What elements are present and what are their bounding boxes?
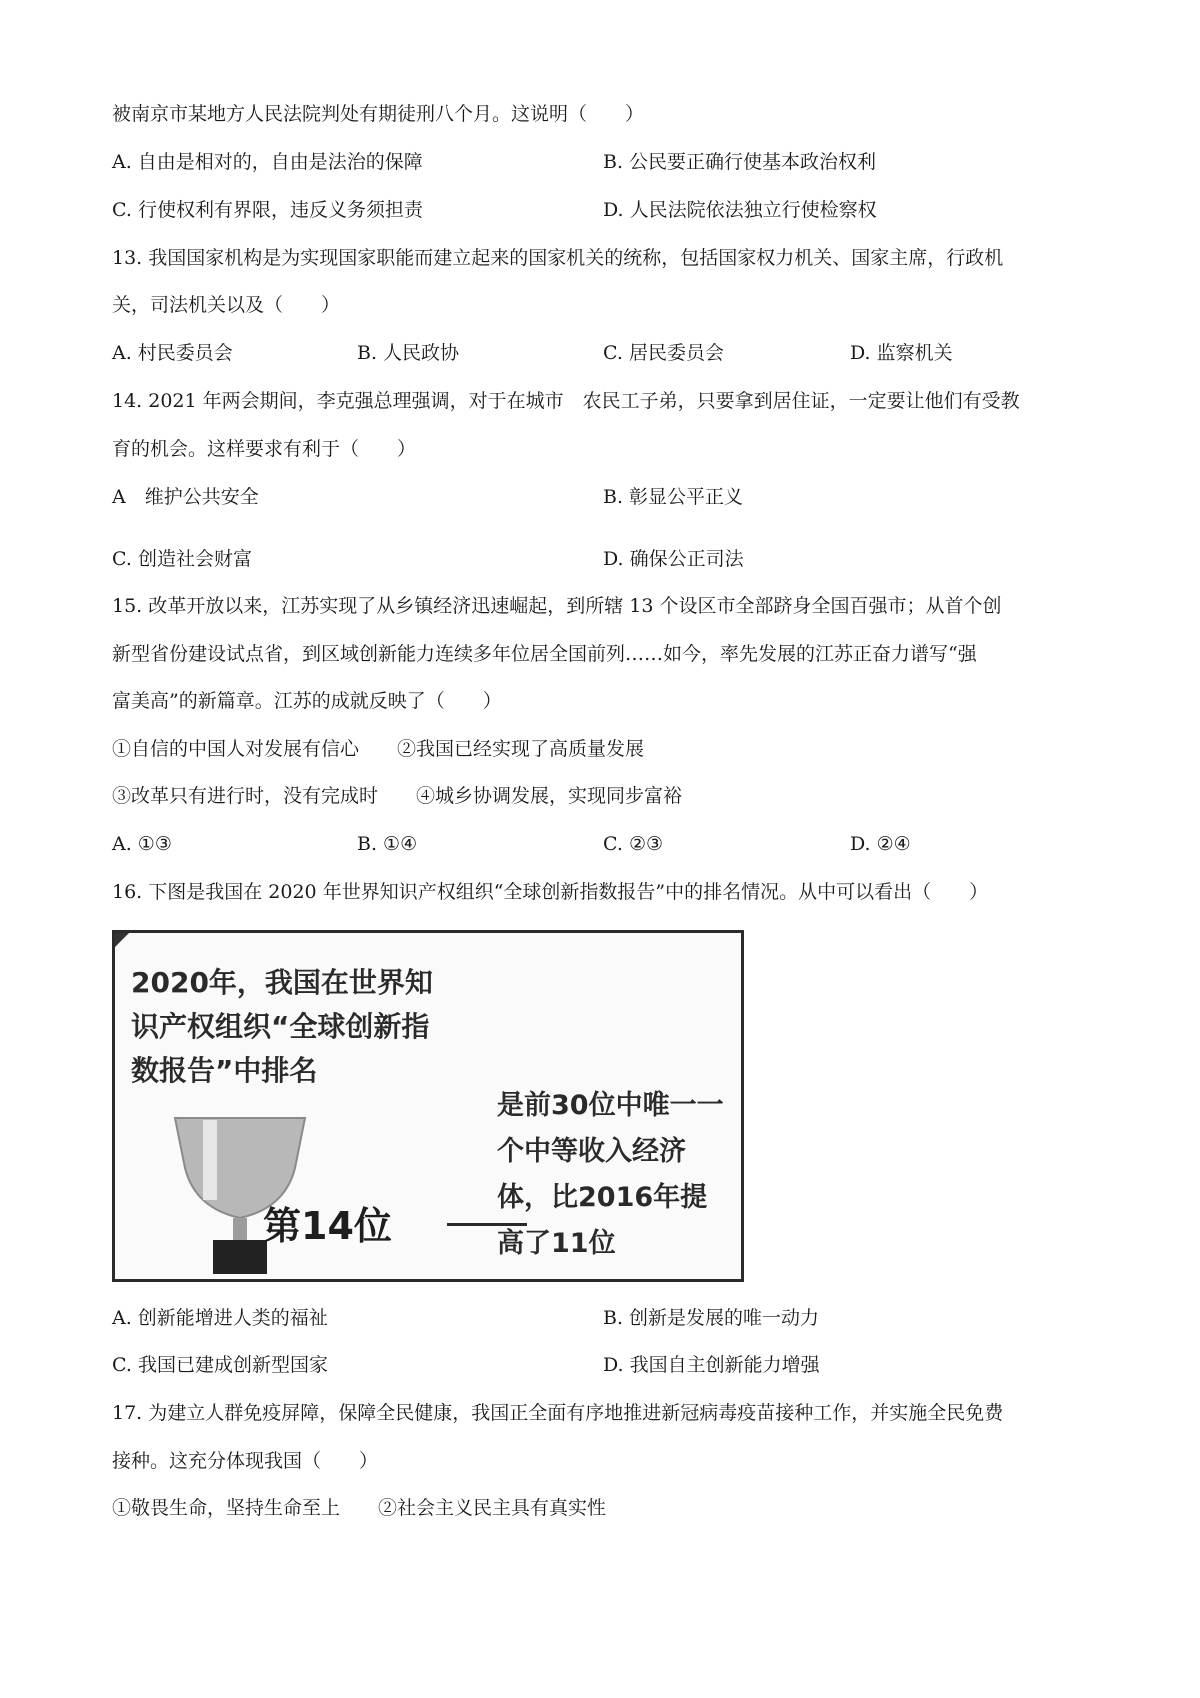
q13-option-d: D. 监察机关 [850, 342, 953, 364]
q12-option-d: D. 人民法院依法独立行使检察权 [603, 199, 877, 221]
q13-option-b: B. 人民政协 [357, 342, 460, 364]
q14-option-a: A 维护公共安全 [112, 486, 259, 508]
q15-option-b: B. ①④ [357, 833, 418, 855]
q13-option-c: C. 居民委员会 [603, 342, 724, 364]
q16-stem-line1: 16. 下图是我国在 2020 年世界知识产权组织“全球创新指数报告”中的排名情况。从中可以看出（ ） [112, 881, 989, 903]
q12-option-b: B. 公民要正确行使基本政治权利 [603, 151, 877, 173]
q16-option-c: C. 我国已建成创新型国家 [112, 1354, 328, 1376]
q15-statements-1: ①自信的中国人对发展有信心 ②我国已经实现了高质量发展 [112, 738, 645, 760]
q15-option-d: D. ②④ [850, 833, 911, 855]
innovation-rank-figure [112, 930, 744, 1282]
q14-option-b: B. 彰显公平正义 [603, 486, 744, 508]
q15-stem-line2: 新型省份建设试点省，到区域创新能力连续多年位居全国前列……如今，率先发展的江苏正奋力谱写“强 [112, 643, 977, 665]
figure-rank: 第14位 [263, 1204, 392, 1248]
q17-stem-line1: 17. 为建立人群免疫屏障，保障全民健康，我国正全面有序地推进新冠病毒疫苗接种工作，并实施全民免费 [112, 1402, 1004, 1424]
figure-note: 是前30位中唯一一个中等收入经济体，比2016年提高了11位 [497, 1090, 724, 1259]
figure-heading: 2020年，我国在世界知识产权组织“全球创新指数报告”中排名 [131, 966, 433, 1087]
trophy-icon [155, 1108, 325, 1278]
q14-option-c: C. 创造社会财富 [112, 548, 252, 570]
q14-stem-line1: 14. 2021 年两会期间，李克强总理强调，对于在城市 农民工子弟，只要拿到居住证，一定要让他们有受教 [112, 390, 1020, 412]
q13-stem-line2: 关，司法机关以及（ ） [112, 294, 341, 316]
q15-statements-2: ③改革只有进行时，没有完成时 ④城乡协调发展，实现同步富裕 [112, 785, 683, 807]
q17-stem-line2: 接种。这充分体现我国（ ） [112, 1450, 379, 1472]
q12-stem-tail: 被南京市某地方人民法院判处有期徒刑八个月。这说明（ ） [112, 103, 645, 125]
q13-option-a: A. 村民委员会 [112, 342, 233, 364]
q15-option-a: A. ①③ [112, 833, 172, 855]
q15-stem-line1: 15. 改革开放以来，江苏实现了从乡镇经济迅速崛起，到所辖 13 个设区市全部跻身全国百强市；从首个创 [112, 595, 1002, 617]
q14-option-d: D. 确保公正司法 [603, 548, 744, 570]
q14-stem-line2: 育的机会。这样要求有利于（ ） [112, 438, 417, 460]
q12-option-c: C. 行使权利有界限，违反义务须担责 [112, 199, 423, 221]
q17-statements-1: ①敬畏生命，坚持生命至上 ②社会主义民主具有真实性 [112, 1497, 607, 1519]
figure-corner-mark [113, 931, 131, 949]
q15-option-c: C. ②③ [603, 833, 664, 855]
q15-stem-line3: 富美高”的新篇章。江苏的成就反映了（ ） [112, 690, 502, 712]
q13-stem-line1: 13. 我国国家机构是为实现国家职能而建立起来的国家机关的统称，包括国家权力机关、国家主席，行政机 [112, 247, 1004, 269]
q16-option-d: D. 我国自主创新能力增强 [603, 1354, 820, 1376]
q16-option-b: B. 创新是发展的唯一动力 [603, 1307, 820, 1329]
q16-option-a: A. 创新能增进人类的福祉 [112, 1307, 328, 1329]
q12-option-a: A. 自由是相对的，自由是法治的保障 [112, 151, 423, 173]
